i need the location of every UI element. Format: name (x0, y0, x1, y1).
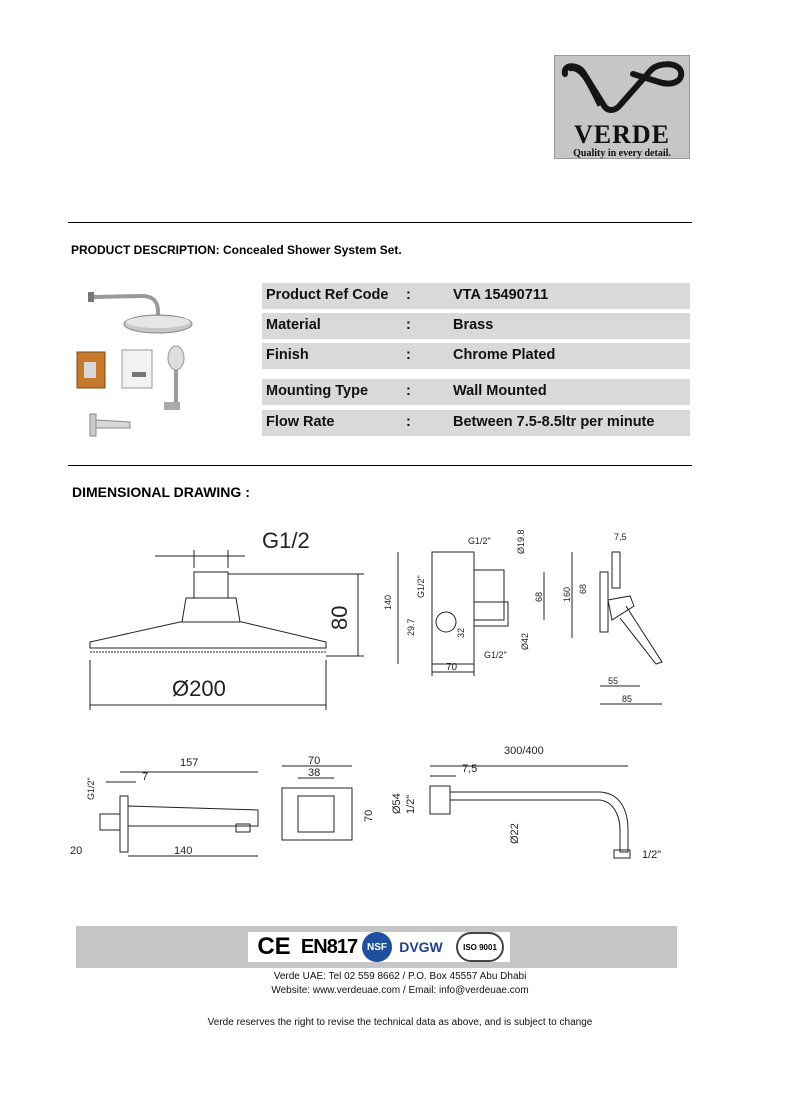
spec-label: Material (266, 317, 321, 333)
spec-colon: : (406, 287, 411, 303)
front-w38-label: 38 (308, 767, 321, 779)
spout-w20-label: 20 (70, 845, 83, 857)
spec-row-ref-code (262, 283, 690, 309)
certification-band (76, 926, 677, 968)
ce-mark-icon: CE (257, 933, 291, 960)
footer-website: Website: www.verdeuae.com / Email: info@verdeuae.com (271, 985, 529, 996)
handle-w85-label: 85 (622, 694, 633, 704)
valve-g-top-label: G1/2" (468, 536, 491, 546)
description-value: Concealed Shower System Set. (223, 243, 402, 257)
shower-arm-image (88, 292, 192, 333)
spout-w157-label: 157 (180, 757, 199, 769)
spec-label: Finish (266, 347, 309, 363)
handle-h160-label: 160 (562, 586, 572, 602)
valve-d42-label: Ø42 (520, 632, 530, 650)
head-height-label: 80 (327, 605, 352, 630)
dvgw-icon: DVGW (399, 939, 443, 955)
spec-value: Wall Mounted (453, 383, 547, 399)
handle-h68-label: 68 (578, 583, 588, 594)
logo-brand: VERDE (573, 120, 670, 149)
top-divider (68, 222, 692, 223)
spout-image (90, 414, 130, 436)
product-images (72, 282, 216, 444)
dimensional-drawing (0, 510, 800, 870)
valve-width-label: 70 (446, 662, 458, 673)
logo-tagline: Quality in every detail. (573, 148, 671, 159)
spec-label: Mounting Type (266, 383, 369, 399)
spec-row-flow-rate (262, 410, 690, 436)
spec-label: Product Ref Code (266, 287, 389, 303)
footer-disclaimer: Verde reserves the right to revise the technical data as above, and is subject to change (207, 1017, 593, 1028)
valve-box-image (77, 352, 105, 388)
head-diameter-label: Ø200 (172, 676, 226, 701)
middle-divider (68, 465, 692, 466)
product-description (71, 243, 402, 257)
footer-address: Verde UAE: Tel 02 559 8662 / P.O. Box 45557 Abu Dhabi (273, 971, 527, 982)
front-h70-label: 70 (363, 809, 375, 822)
front-w70-label: 70 (308, 755, 321, 767)
spout-side-drawing (70, 757, 258, 857)
arm-thread-end-label: 1/2" (642, 849, 662, 861)
verde-logo (554, 55, 690, 159)
valve-height-label: 140 (383, 594, 393, 610)
iso-9001-icon: ISO 9001 (456, 932, 504, 962)
valve-box-drawing (383, 529, 544, 676)
spec-label: Flow Rate (266, 414, 335, 430)
valve-h68-label: 68 (534, 591, 544, 602)
shower-head-drawing (90, 528, 364, 710)
mixer-plate-image (122, 350, 152, 388)
head-thread-label: G1/2 (262, 528, 310, 553)
spec-value: Chrome Plated (453, 347, 556, 363)
spec-row-mounting (262, 379, 690, 405)
spout-g-label: G1/2" (86, 777, 96, 800)
hand-shower-image (164, 346, 184, 410)
spec-value: Between 7.5-8.5ltr per minute (453, 414, 655, 430)
spec-value: VTA 15490711 (453, 287, 549, 303)
valve-d-top-label: Ø19.8 (516, 529, 526, 554)
verde-logo-mark-icon (555, 56, 691, 122)
spec-colon: : (406, 347, 411, 363)
handle-w55-label: 55 (608, 676, 619, 686)
en817-icon: EN817 (300, 935, 358, 958)
arm-thread-label: 1/2" (405, 794, 417, 814)
arm-length-label: 300/400 (504, 745, 544, 757)
valve-h29-label: 29.7 (406, 618, 416, 636)
spec-colon: : (406, 383, 411, 399)
description-label: PRODUCT DESCRIPTION: (71, 243, 220, 257)
valve-g-side-label: G1/2" (416, 575, 426, 598)
spout-w140-label: 140 (174, 845, 193, 857)
spec-colon: : (406, 414, 411, 430)
certification-logos (248, 932, 510, 962)
arm-d22-label: Ø22 (509, 823, 521, 844)
shower-arm-drawing (391, 745, 661, 861)
spout-front-drawing (282, 755, 375, 840)
valve-g-bottom-label: G1/2" (484, 650, 507, 660)
arm-d75-label: 7,5 (462, 763, 478, 775)
spout-w7-label: 7 (142, 771, 149, 783)
valve-h32-label: 32 (456, 627, 466, 638)
mixer-handle-drawing (562, 532, 662, 704)
dimensional-drawing-title: DIMENSIONAL DRAWING : (72, 484, 250, 500)
spec-row-finish (262, 343, 690, 369)
arm-d54-label: Ø54 (391, 793, 403, 814)
spec-row-material (262, 313, 690, 339)
handle-d75-label: 7,5 (614, 532, 627, 542)
nsf-icon: NSF (362, 932, 392, 962)
spec-colon: : (406, 317, 411, 333)
spec-value: Brass (453, 317, 494, 333)
